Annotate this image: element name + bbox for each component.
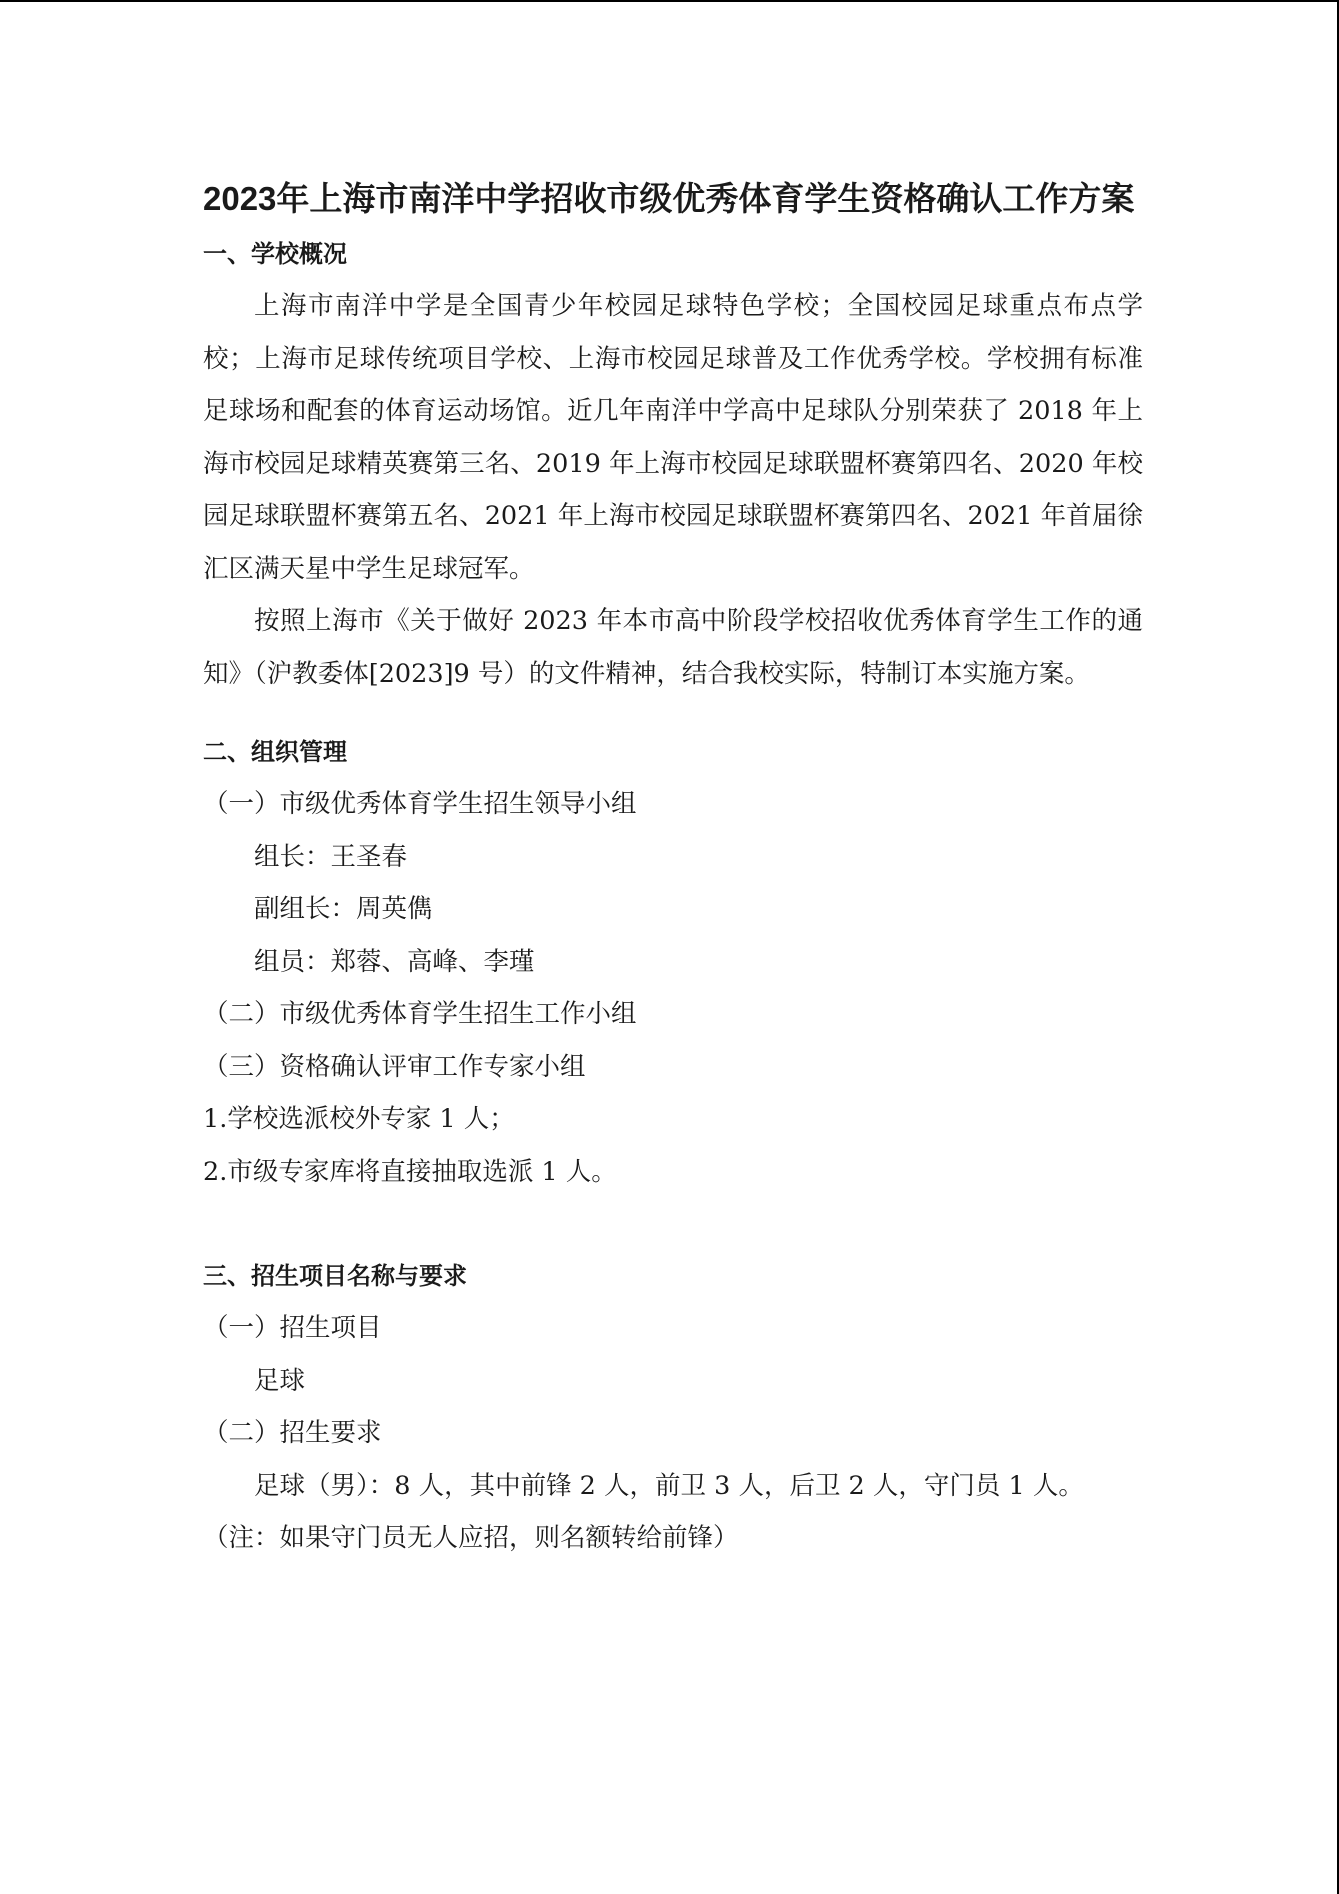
section-heading: 一、学校概况	[203, 240, 347, 268]
list-item: 2.市级专家库将直接抽取选派 1 人。	[203, 1156, 617, 1187]
requirement-note: （注：如果守门员无人应招，则名额转给前锋）	[203, 1523, 739, 1553]
paragraph-school-intro: 上海市南洋中学是全国青少年校园足球特色学校；全国校园足球重点布点学校；上海市足球传统项目学校、上海市校园足球普及工作优秀学校。学校拥有标准足球场和配套的体育运动场馆。近几年南洋中学高中足球队分别荣获了 2018 年上海市校园足球精英赛第三名、2019 年上海市校园足球联盟杯赛第四名、2020 年校园足球联盟杯赛第五名、2021 年上海市校园足球联盟杯赛第四名、2021 年首届徐汇区满天星中学生足球冠军。	[203, 291, 1143, 584]
group-deputy-leader: 副组长：周英儁	[254, 894, 433, 924]
group-members: 组员：郑蓉、高峰、李瑾	[254, 946, 535, 977]
project-name: 足球	[254, 1365, 306, 1396]
document-title: 2023年上海市南洋中学招收市级优秀体育学生资格确认工作方案	[203, 180, 1135, 217]
requirement-detail: 足球（男）：8 人，其中前锋 2 人，前卫 3 人，后卫 2 人，守门员 1 人。	[254, 1470, 1084, 1501]
section-heading: 三、招生项目名称与要求	[203, 1262, 467, 1290]
group-leader: 组长：王圣春	[254, 841, 408, 872]
list-item: 1.学校选派校外专家 1 人；	[203, 1104, 515, 1134]
section-heading: 二、组织管理	[203, 738, 347, 766]
subheading-requirements: （二）招生要求	[203, 1418, 382, 1448]
document-page	[203, 170, 1143, 1565]
subheading-leadership-group: （一）市级优秀体育学生招生领导小组	[203, 789, 637, 819]
spacer	[203, 1198, 1143, 1250]
subheading-working-group: （二）市级优秀体育学生招生工作小组	[203, 999, 637, 1029]
section-enrollment	[203, 1250, 1143, 1565]
subheading-project: （一）招生项目	[203, 1313, 382, 1343]
spacer	[203, 700, 1143, 726]
subheading-expert-group: （三）资格确认评审工作专家小组	[203, 1051, 586, 1082]
section-school-overview	[203, 228, 1143, 700]
paragraph-basis: 按照上海市《关于做好 2023 年本市高中阶段学校招收优秀体育学生工作的通知》（沪教委体[2023]9 号）的文件精神，结合我校实际，特制订本实施方案。	[203, 606, 1143, 689]
section-organization	[203, 726, 1143, 1198]
page-border-top	[0, 0, 1339, 2]
